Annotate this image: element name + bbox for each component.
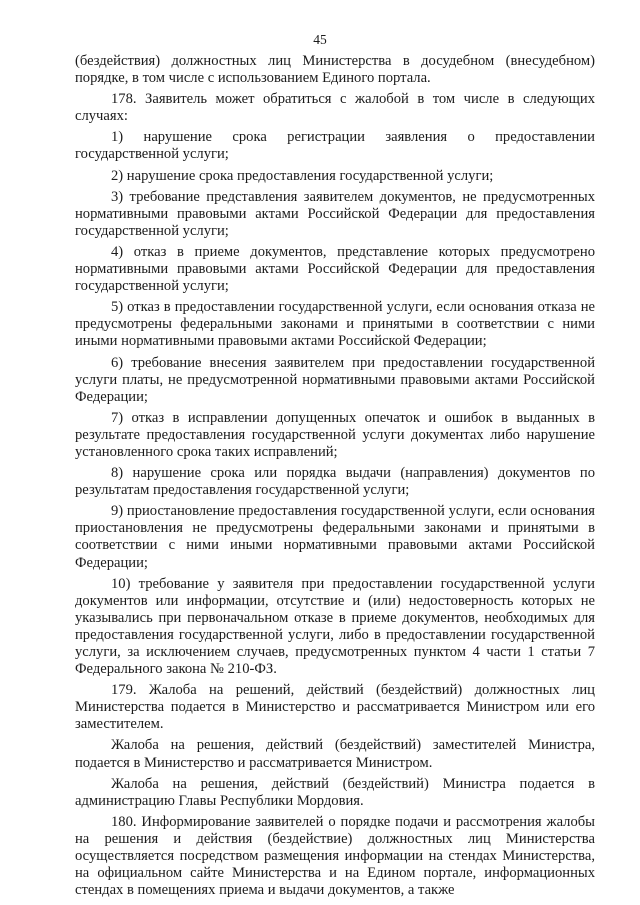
list-item-9: 9) приостановление предоставления государственной услуги, если основания приостановления не предусмотрены федеральными законами и принятыми в соответствии с ними иными нормативными правовыми актами Российской Федерации;: [75, 503, 595, 571]
paragraph-180: 180. Информирование заявителей о порядке подачи и рассмотрения жалобы на решения и действия (бездействие) должностных лиц Министерства осуществляется посредством размещения информации на стендах Министерства, на официальном сайте Министерства и на Едином портале, информационных стендах в помещениях приема и выдачи документов, а также: [75, 813, 595, 899]
paragraph-178-intro: 178. Заявитель может обратиться с жалобой в том числе в следующих случаях:: [75, 91, 595, 125]
list-item-5: 5) отказ в предоставлении государственной услуги, если основания отказа не предусмотрены федеральными законами и принятыми в соответствии с ними иными нормативными правовыми актами Российской Федерации;: [75, 299, 595, 350]
list-item-2: 2) нарушение срока предоставления государственной услуги;: [111, 167, 494, 184]
page-number: 45: [313, 32, 327, 47]
list-item-4: 4) отказ в приеме документов, представление которых предусмотрено нормативными правовыми актами Российской Федерации для предоставления государственной услуги;: [75, 243, 595, 295]
paragraph-179: 179. Жалоба на решений, действий (бездействий) должностных лиц Министерства подается в Министерство и рассматривается Министром или его заместителем.: [75, 682, 595, 733]
list-item-3: 3) требование представления заявителем документов, не предусмотренных нормативными правовыми актами Российской Федерации для предоставления государственной услуги;: [75, 188, 595, 239]
paragraph-continuation: (бездействия) должностных лиц Министерства в досудебном (внесудебном) порядке, в том числе с использованием Единого портала.: [75, 53, 595, 87]
document-body: [75, 53, 595, 903]
list-item-1: 1) нарушение срока регистрации заявления о предоставлении государственной услуги;: [75, 129, 595, 163]
list-item-7: 7) отказ в исправлении допущенных опечаток и ошибок в выданных в результате предоставления государственной услуги документах либо нарушение установленного срока таких исправлений;: [75, 409, 595, 460]
list-item-6: 6) требование внесения заявителем при предоставлении государственной услуги платы, не предусмотренной нормативными правовыми актами Российской Федерации;: [75, 354, 595, 405]
paragraph-deputies-complaint: Жалоба на решения, действий (бездействий) заместителей Министра, подается в Министерство и рассматривается Министром.: [75, 737, 595, 771]
paragraph-minister-complaint: Жалоба на решения, действий (бездействий) Министра подается в администрацию Главы Республики Мордовия.: [75, 775, 595, 809]
list-item-8: 8) нарушение срока или порядка выдачи (направления) документов по результатам предоставления государственной услуги;: [75, 465, 595, 499]
list-item-10: 10) требование у заявителя при предоставлении государственной услуги документов или информации, отсутствие и (или) недостоверность которых не указывались при первоначальном отказе в приеме документов, необходимых для предоставления государственной услуги, либо в предоставлении государственной услуги, за исключением случаев, предусмотренных пунктом 4 части 1 статьи 7 Федерального закона № 210-ФЗ.: [75, 575, 595, 678]
